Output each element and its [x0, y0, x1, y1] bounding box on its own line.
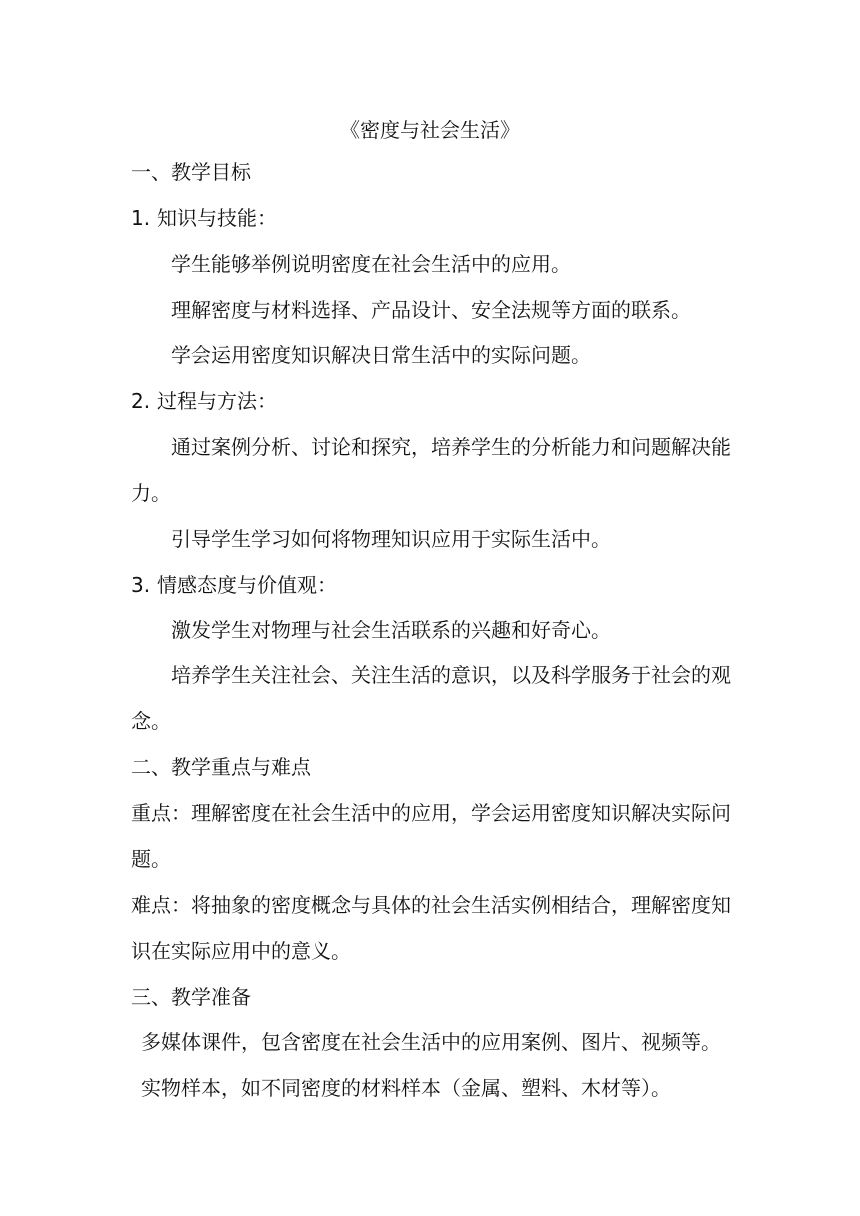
item-number: 3. — [131, 573, 151, 597]
paragraph: 激发学生对物理与社会生活联系的兴趣和好奇心。 — [171, 618, 611, 642]
item-number: 1. — [131, 206, 151, 230]
paragraph-line: 识在实际应用中的意义。 — [131, 939, 351, 963]
section-heading: 三、教学准备 — [131, 985, 251, 1009]
paragraph-line: 念。 — [131, 709, 171, 733]
paragraph-line: 重点：理解密度在社会生活中的应用，学会运用密度知识解决实际问 — [131, 801, 731, 825]
paragraph: 实物样本，如不同密度的材料样本（金属、塑料、木材等）。 — [141, 1076, 671, 1100]
paragraph: 学会运用密度知识解决日常生活中的实际问题。 — [171, 343, 591, 367]
paragraph: 引导学生学习如何将物理知识应用于实际生活中。 — [171, 527, 611, 551]
numbered-item-heading — [131, 205, 277, 231]
paragraph-line: 力。 — [131, 481, 171, 505]
paragraph-line: 通过案例分析、讨论和探究，培养学生的分析能力和问题解决能 — [171, 435, 731, 459]
section-heading: 二、教学重点与难点 — [131, 755, 311, 779]
numbered-item-heading — [131, 572, 337, 598]
paragraph: 学生能够举例说明密度在社会生活中的应用。 — [171, 252, 571, 276]
item-label: 过程与方法： — [157, 389, 277, 413]
paragraph: 多媒体课件，包含密度在社会生活中的应用案例、图片、视频等。 — [141, 1030, 721, 1054]
paragraph: 理解密度与材料选择、产品设计、安全法规等方面的联系。 — [171, 298, 691, 322]
item-label: 情感态度与价值观： — [157, 573, 337, 597]
document-title: 《密度与社会生活》 — [340, 118, 520, 142]
numbered-item-heading — [131, 388, 277, 414]
paragraph-line: 培养学生关注社会、关注生活的意识，以及科学服务于社会的观 — [171, 663, 731, 687]
paragraph-line: 题。 — [131, 847, 171, 871]
item-number: 2. — [131, 389, 151, 413]
section-heading: 一、教学目标 — [131, 160, 251, 184]
item-label: 知识与技能： — [157, 206, 277, 230]
paragraph-line: 难点：将抽象的密度概念与具体的社会生活实例相结合，理解密度知 — [131, 893, 731, 917]
